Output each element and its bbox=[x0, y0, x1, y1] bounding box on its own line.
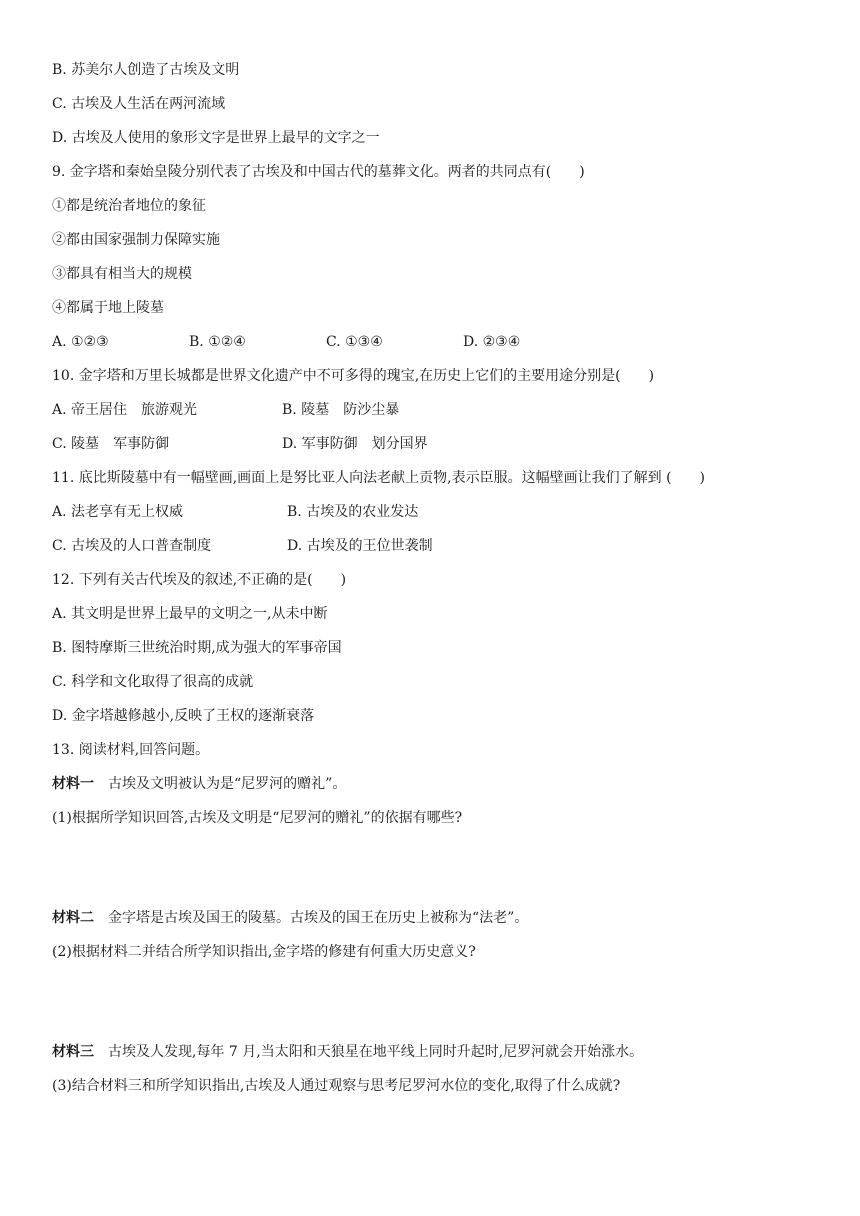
material-1-text: 古埃及文明被认为是“尼罗河的赠礼”。 bbox=[94, 776, 347, 792]
q9-statement-4: ④都属于地上陵墓 bbox=[52, 300, 164, 316]
q12-option-a: A. 其文明是世界上最早的文明之一,从未中断 bbox=[52, 606, 328, 622]
material-2-text: 金字塔是古埃及国王的陵墓。古埃及的国王在历史上被称为“法老”。 bbox=[94, 910, 529, 926]
material-1-label: 材料一 bbox=[52, 776, 94, 792]
q13-material-1 bbox=[52, 774, 346, 794]
q11-stem: 11. 底比斯陵墓中有一幅壁画,画面上是努比亚人向法老献上贡物,表示臣服。这幅壁画让我们了解到 ( ) bbox=[52, 470, 705, 486]
q10-option-a: A. 帝王居住 旅游观光 bbox=[52, 402, 198, 418]
q9-statement-2: ②都由国家强制力保障实施 bbox=[52, 232, 220, 248]
q9-option-a: A. ①②③ bbox=[52, 334, 109, 350]
q9-option-d: D. ②③④ bbox=[463, 334, 521, 350]
q10-option-d: D. 军事防御 划分国界 bbox=[282, 436, 428, 452]
q13-subquestion-2: (2)根据材料二并结合所学知识指出,金字塔的修建有何重大历史意义? bbox=[52, 944, 476, 960]
q9-statement-1: ①都是统治者地位的象征 bbox=[52, 198, 206, 214]
q13-stem: 13. 阅读材料,回答问题。 bbox=[52, 742, 210, 758]
q11-option-b: B. 古埃及的农业发达 bbox=[287, 504, 419, 520]
q12-option-d: D. 金字塔越修越小,反映了王权的逐渐衰落 bbox=[52, 708, 315, 724]
q11-option-a: A. 法老享有无上权威 bbox=[52, 504, 184, 520]
q9-option-b: B. ①②④ bbox=[189, 334, 246, 350]
q9-stem: 9. 金字塔和秦始皇陵分别代表了古埃及和中国古代的墓葬文化。两者的共同点有( ) bbox=[52, 164, 585, 180]
q10-option-c: C. 陵墓 军事防御 bbox=[52, 436, 170, 452]
q13-material-2 bbox=[52, 908, 528, 928]
q13-material-3 bbox=[52, 1042, 643, 1062]
material-3-text: 古埃及人发现,每年 7 月,当太阳和天狼星在地平线上同时升起时,尼罗河就会开始涨水。 bbox=[94, 1044, 644, 1060]
q10-option-b: B. 陵墓 防沙尘暴 bbox=[282, 402, 400, 418]
q12-stem: 12. 下列有关古代埃及的叙述,不正确的是( ) bbox=[52, 572, 347, 588]
material-3-label: 材料三 bbox=[52, 1044, 94, 1060]
q8-option-d: D. 古埃及人使用的象形文字是世界上最早的文字之一 bbox=[52, 130, 380, 146]
q13-subquestion-1: (1)根据所学知识回答,古埃及文明是“尼罗河的赠礼”的依据有哪些? bbox=[52, 810, 463, 826]
material-2-label: 材料二 bbox=[52, 910, 94, 926]
q11-option-c: C. 古埃及的人口普查制度 bbox=[52, 538, 212, 554]
q9-statement-3: ③都具有相当大的规模 bbox=[52, 266, 192, 282]
q12-option-c: C. 科学和文化取得了很高的成就 bbox=[52, 674, 254, 690]
q8-option-b: B. 苏美尔人创造了古埃及文明 bbox=[52, 62, 240, 78]
q13-subquestion-3: (3)结合材料三和所学知识指出,古埃及人通过观察与思考尼罗河水位的变化,取得了什么成就? bbox=[52, 1078, 621, 1094]
q8-option-c: C. 古埃及人生活在两河流域 bbox=[52, 96, 226, 112]
q12-option-b: B. 图特摩斯三世统治时期,成为强大的军事帝国 bbox=[52, 640, 342, 656]
q11-option-d: D. 古埃及的王位世袭制 bbox=[287, 538, 433, 554]
q9-option-c: C. ①③④ bbox=[326, 334, 383, 350]
q10-stem: 10. 金字塔和万里长城都是世界文化遗产中不可多得的瑰宝,在历史上它们的主要用途分别是( ) bbox=[52, 368, 655, 384]
